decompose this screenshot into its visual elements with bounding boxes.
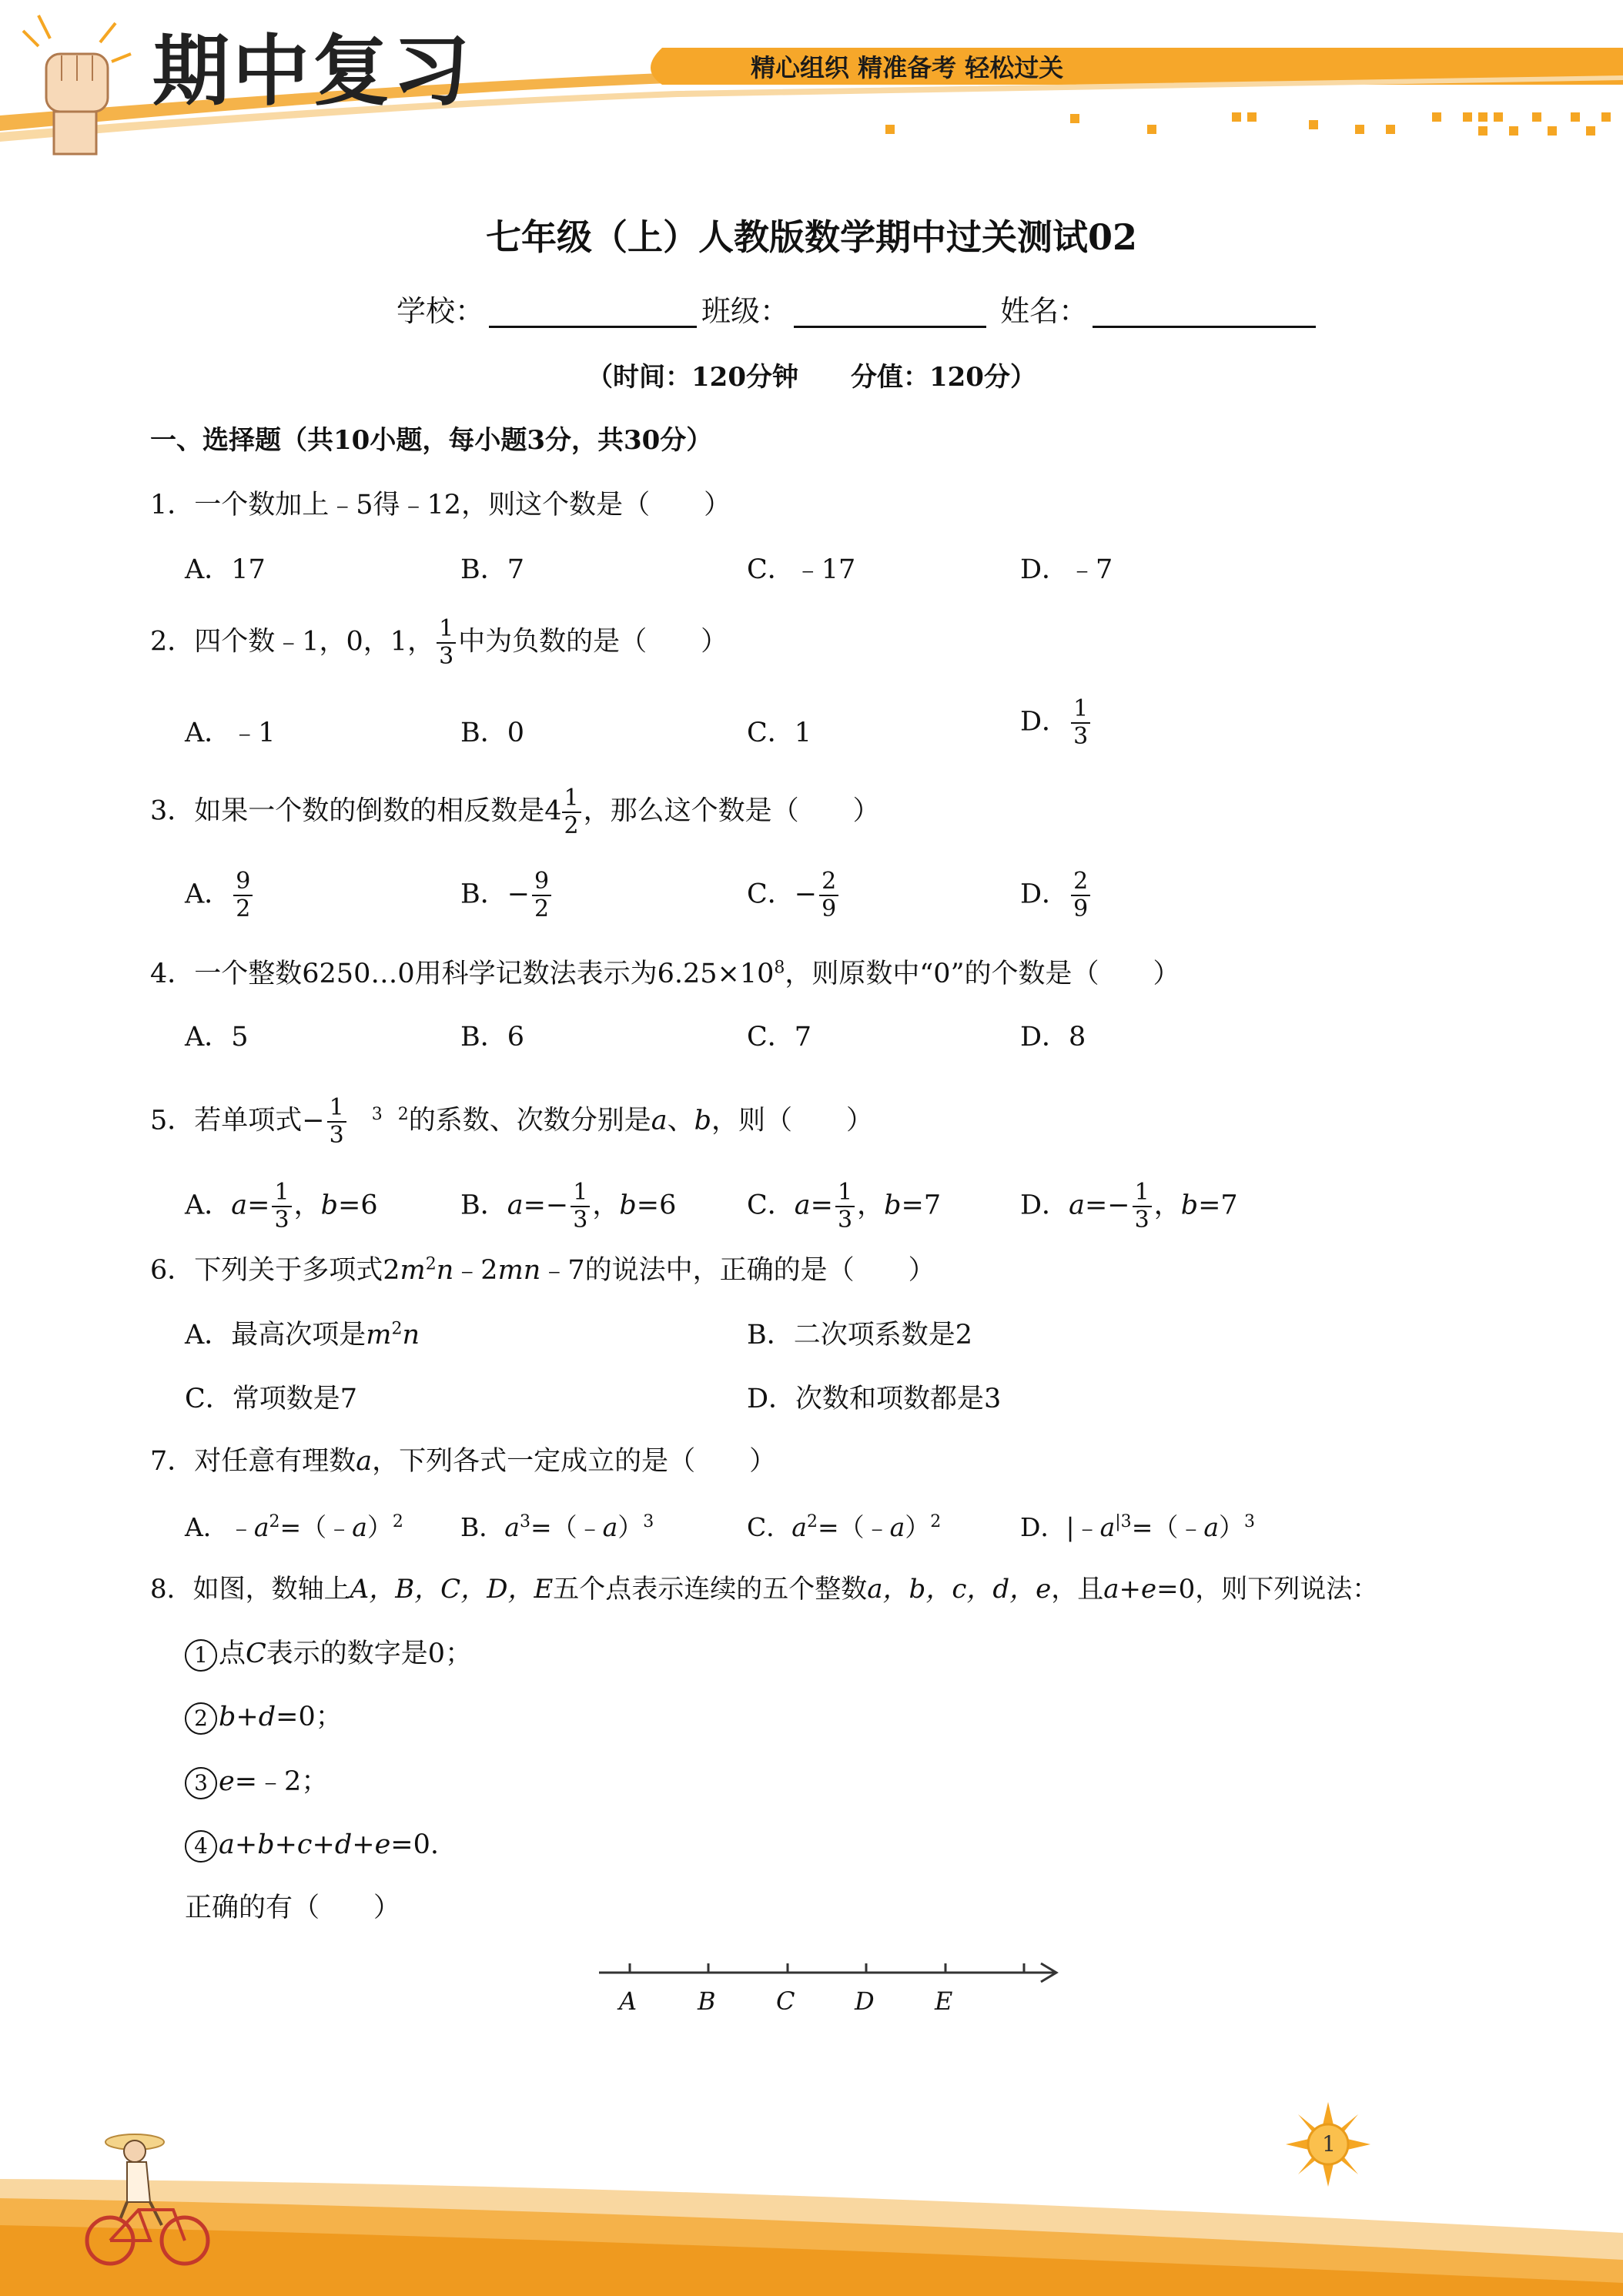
q1-option-d[interactable]: D．﹣7 [1020, 554, 1113, 585]
q6-option-d[interactable]: D．次数和项数都是3 [747, 1384, 1002, 1414]
q5-option-c[interactable]: C．a= $\frac{1}{3}$ ，b=7 [747, 1179, 942, 1233]
q2-stem-fraction: $\frac{1}{3}$ [437, 616, 456, 670]
number-line-figure [593, 1948, 1070, 2033]
q2-option-b[interactable]: B．0 [460, 718, 524, 748]
q8-item-1: 1 点C表示的数字是0； [185, 1637, 472, 1672]
q5-option-d[interactable]: D．a=− $\frac{1}{3}$ ，b=7 [1020, 1179, 1238, 1233]
q6-option-b[interactable]: B．二次项系数是2 [747, 1320, 972, 1350]
q8-item-4: 4 a+b+c+d+e=0. [185, 1828, 439, 1863]
axis-label-a: A [619, 1986, 637, 2016]
page-title: 七年级（上）人教版数学期中过关测试02 [485, 216, 1137, 258]
q2-option-c[interactable]: C．1 [747, 718, 812, 748]
q2-stem: 2．四个数﹣1，0，1， $\frac{1}{3}$ 中为负数的是（ ） [150, 615, 728, 670]
q6-option-c[interactable]: C．常项数是7 [185, 1384, 358, 1414]
section-heading: 一、选择题（共10小题，每小题3分，共30分） [150, 425, 713, 456]
q3-option-a[interactable]: A． $\frac{9}{2}$ [185, 869, 255, 922]
q3-stem: 3．如果一个数的倒数的相反数是4 $\frac{1}{2}$ ，那么这个数是（ ） [150, 785, 880, 839]
school-label: 学校： [397, 294, 485, 328]
info-line [397, 294, 1320, 328]
header-banner [0, 0, 1623, 154]
q8-item-3: 3 e=﹣2； [185, 1765, 328, 1799]
q2-option-d[interactable]: D． $\frac{1}{3}$ [1020, 696, 1093, 750]
q4-option-b[interactable]: B．6 [460, 1022, 524, 1053]
class-field[interactable] [794, 298, 986, 328]
number-line [593, 1948, 1070, 2033]
q4-option-d[interactable]: D．8 [1020, 1022, 1086, 1053]
q3-option-d[interactable]: D． $\frac{2}{9}$ [1020, 869, 1093, 922]
q7-stem: 7．对任意有理数a，下列各式一定成立的是（ ） [150, 1446, 777, 1477]
page-number: 1 [1322, 2131, 1336, 2157]
axis-label-b: B [698, 1986, 716, 2016]
q1-option-a[interactable]: A．17 [185, 554, 266, 585]
school-field[interactable] [489, 298, 697, 328]
q4-option-c[interactable]: C．7 [747, 1022, 812, 1053]
q7-option-a[interactable]: A．$﹣a^2=(﹣a)^2$ [185, 1512, 403, 1542]
q1-option-c[interactable]: C．﹣17 [747, 554, 856, 585]
q1-stem: 1．一个数加上﹣5得﹣12，则这个数是（ ） [150, 490, 731, 520]
q2-option-a[interactable]: A．﹣1 [185, 718, 276, 748]
footer-decoration [0, 2125, 1623, 2296]
axis-label-d: D [855, 1986, 875, 2016]
name-label: 姓名： [1000, 294, 1089, 328]
footer-banner [0, 2125, 1623, 2296]
q8-stem: 8．如图，数轴上A，B，C，D，E五个点表示连续的五个整数a，b，c，d，e，且a+e=0，则下列说法： [150, 1574, 1379, 1605]
q4-stem: 4．一个整数6250…0用科学记数法表示为$6.25\times 10^8$，则原数中“0”的个数是（ ） [150, 958, 1180, 989]
q8-answer-prompt: 正确的有（ ） [185, 1893, 401, 1923]
q6-option-a[interactable]: A．最高次项是$m^2n$ [185, 1319, 420, 1350]
axis-label-c: C [776, 1986, 795, 2016]
q7-option-d[interactable]: D．$|﹣a^{|3}=(﹣a)^3$ [1020, 1512, 1256, 1542]
header-title: 期中复习 [152, 26, 473, 116]
class-label: 班级： [701, 294, 790, 328]
q5-stem: 5．若单项式− $\frac{1}{3}$ $^3$ $^2$的系数、次数分别是a、b，则（ ） [150, 1094, 874, 1149]
q4-option-a[interactable]: A．5 [185, 1022, 249, 1053]
q5-option-b[interactable]: B．a=− $\frac{1}{3}$ ，b=6 [460, 1179, 677, 1233]
q3-option-c[interactable]: C．− $\frac{2}{9}$ [747, 869, 841, 922]
axis-label-e: E [935, 1986, 953, 2016]
q3-stem-fraction: $\frac{1}{2}$ [562, 785, 581, 839]
q5-option-a[interactable]: A．a= $\frac{1}{3}$ ，b=6 [185, 1179, 378, 1233]
name-field[interactable] [1093, 298, 1316, 328]
q6-stem: 6．下列关于多项式$2m^2n﹣2mn﹣7$的说法中，正确的是（ ） [150, 1254, 935, 1286]
q3-option-b[interactable]: B．− $\frac{9}{2}$ [460, 869, 554, 922]
q8-item-2: 2 b+d=0； [185, 1700, 343, 1735]
q7-option-b[interactable]: B．$a^3=(﹣a)^3$ [460, 1512, 654, 1542]
q7-option-c[interactable]: C．$a^2=(﹣a)^2$ [747, 1512, 942, 1542]
fist-icon [8, 8, 146, 162]
q1-option-b[interactable]: B．7 [460, 554, 524, 585]
cyclist-icon [73, 2125, 227, 2279]
header-slogan: 精心组织 精准备考 轻松过关 [751, 53, 1064, 82]
time-info: （时间：120分钟 分值：120分） [587, 362, 1036, 393]
